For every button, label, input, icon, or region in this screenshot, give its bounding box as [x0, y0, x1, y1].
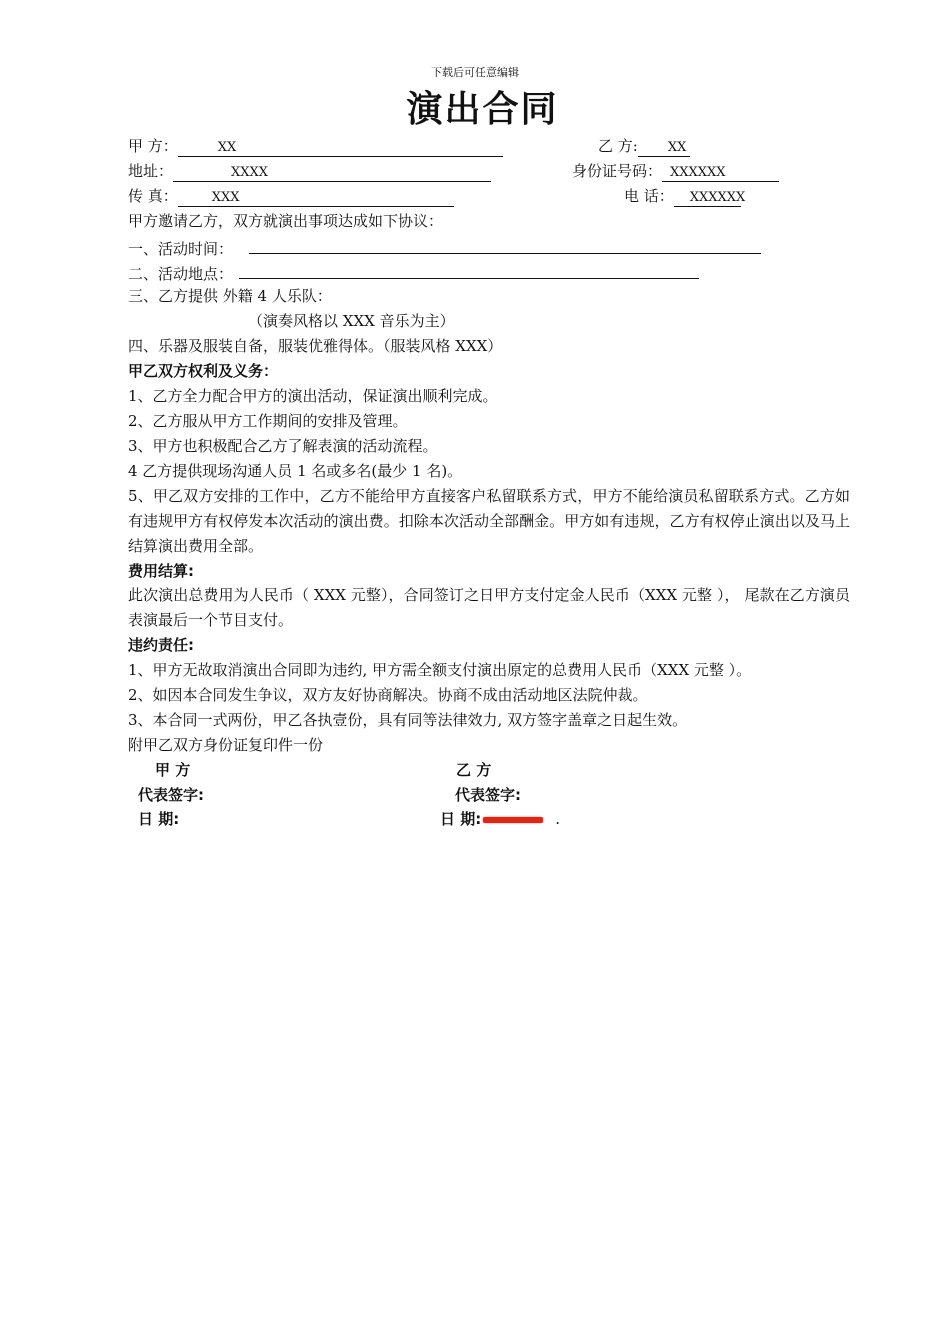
sign-date-b-row — [440, 809, 560, 829]
sign-date-b-tail: . — [555, 810, 561, 828]
party-b-value: XX — [667, 140, 687, 155]
fee-text: 此次演出总费用为人民币（ XXX 元整），合同签订之日甲方支付定金人民币（XXX 元整 ）， 尾款在乙方演员表演最后一个节目支付。 — [128, 586, 850, 629]
party-a-row — [128, 136, 503, 157]
id-value: XXXXXX — [670, 165, 726, 180]
header-note: 下载后可任意编辑 — [431, 66, 519, 79]
party-b-label: 乙 方: — [598, 137, 638, 155]
address-row — [128, 161, 491, 182]
fax-field — [178, 188, 454, 207]
address-field — [173, 163, 491, 182]
sign-rep-b: 代表签字: — [455, 786, 521, 804]
id-field — [662, 163, 779, 182]
attachment-note: 附甲乙双方身份证复印件一份 — [128, 736, 324, 754]
phone-row — [624, 186, 746, 207]
breach-heading: 违约责任: — [128, 636, 194, 654]
fax-value: XXX — [211, 190, 240, 205]
item-place-line — [239, 261, 699, 279]
rights-item: 2、乙方服从甲方工作期间的安排及管理。 — [128, 412, 408, 430]
id-label: 身份证号码： — [572, 162, 663, 180]
rights-item: 4 乙方提供现场沟通人员 1 名或多名(最少 1 名)。 — [128, 462, 463, 480]
breach-item: 2、如因本合同发生争议，双方友好协商解决。协商不成由活动地区法院仲裁。 — [128, 686, 648, 704]
item-time-label: 一、活动时间： — [128, 240, 234, 258]
party-b-row — [598, 136, 690, 157]
page-title: 演出合同 — [406, 89, 559, 130]
party-a-value: XX — [217, 140, 237, 155]
fee-heading: 费用结算: — [128, 562, 194, 580]
breach-item: 1、甲方无故取消演出合同即为违约, 甲方需全额支付演出原定的总费用人民币（XXX 元整 ）。 — [128, 661, 752, 679]
rights-item: 1、乙方全力配合甲方的演出活动，保证演出顺利完成。 — [128, 387, 498, 405]
fax-row — [128, 186, 454, 207]
party-a-label: 甲 方： — [128, 137, 178, 155]
address-label: 地址： — [128, 162, 174, 180]
item-costume-text: 四、乐器及服装自备，服装优雅得体。（服装风格 XXX） — [128, 337, 503, 355]
rights-item: 3、甲方也积极配合乙方了解表演的活动流程。 — [128, 437, 438, 455]
intro-text: 甲方邀请乙方，双方就演出事项达成如下协议： — [128, 212, 444, 230]
id-row — [572, 161, 779, 182]
party-a-field — [178, 138, 503, 157]
phone-label: 电 话： — [624, 187, 674, 205]
sign-date-a: 日 期: — [138, 810, 180, 828]
phone-value: XXXXXX — [689, 190, 746, 205]
rights-item-5: 5、甲乙双方安排的工作中，乙方不能给甲方直接客户私留联系方式，甲方不能给演员私留联系方式。乙方如有违规甲方有权停发本次活动的演出费。扣除本次活动全部酬金。甲方如有违规，乙方有权停止演出以及马上结算演出费用全部。 — [128, 487, 850, 555]
party-b-field — [638, 138, 690, 157]
item-place-row — [128, 261, 699, 284]
item-band-subtext: （演奏风格以 XXX 音乐为主） — [248, 312, 455, 330]
sign-rep-a: 代表签字: — [138, 786, 204, 804]
item-time-line — [249, 236, 761, 254]
phone-field — [674, 188, 746, 207]
breach-item: 3、本合同一式两份，甲乙各执壹份，具有同等法律效力, 双方签字盖章之日起生效。 — [128, 711, 688, 729]
address-value: XXXX — [231, 165, 269, 180]
rights-heading: 甲乙双方权利及义务： — [128, 362, 279, 380]
fax-label: 传 真： — [128, 187, 178, 205]
sign-date-b: 日 期: — [440, 810, 482, 828]
item-place-label: 二、活动地点： — [128, 265, 234, 283]
redaction-mark — [483, 817, 543, 823]
sign-party-b: 乙 方 — [456, 761, 492, 779]
item-band-text: 三、乙方提供 外籍 4 人乐队： — [128, 287, 332, 305]
sign-party-a: 甲 方 — [155, 761, 191, 779]
item-time-row — [128, 236, 761, 259]
